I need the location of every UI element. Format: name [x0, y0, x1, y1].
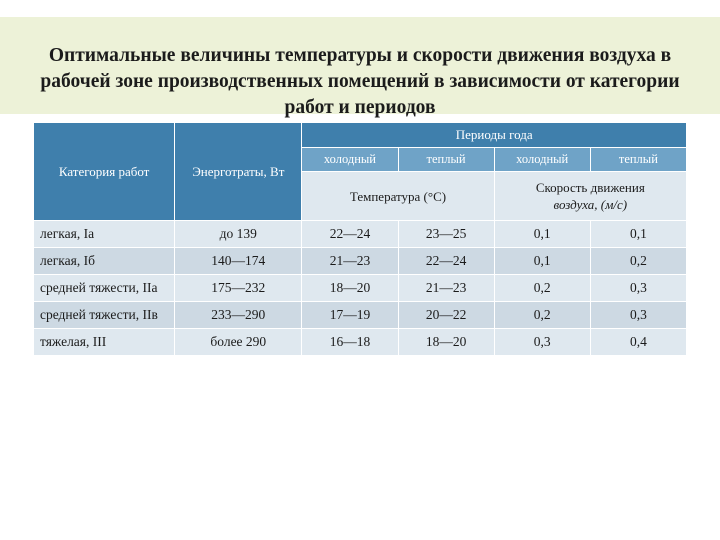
cell-temp-warm: 21—23: [398, 275, 494, 302]
data-table: [33, 122, 687, 356]
data-table-wrapper: [33, 122, 687, 356]
cell-energy: до 139: [175, 221, 302, 248]
title-band: [0, 17, 720, 118]
cell-category: тяжелая, III: [34, 329, 175, 356]
cell-speed-warm: 0,4: [590, 329, 686, 356]
header-cell-category: Категория работ: [34, 123, 175, 221]
header-cell-season-warm-speed: теплый: [590, 148, 686, 172]
cell-speed-cold: 0,1: [494, 248, 590, 275]
cell-speed-cold: 0,2: [494, 275, 590, 302]
cell-speed-warm: 0,2: [590, 248, 686, 275]
table-row: [34, 248, 687, 275]
cell-temp-cold: 16—18: [302, 329, 398, 356]
cell-energy: 233—290: [175, 302, 302, 329]
header-cell-season-warm-temp: теплый: [398, 148, 494, 172]
cell-speed-cold: 0,1: [494, 221, 590, 248]
header-cell-energy: Энерготраты, Вт: [175, 123, 302, 221]
cell-energy: 140—174: [175, 248, 302, 275]
cell-category: легкая, Iб: [34, 248, 175, 275]
cell-speed-cold: 0,3: [494, 329, 590, 356]
page-title: Оптимальные величины температуры и скорости движения воздуха в рабочей зоне производственных помещений в зависимости от категории работ и периодов: [40, 45, 680, 118]
cell-energy: 175—232: [175, 275, 302, 302]
cell-temp-cold: 17—19: [302, 302, 398, 329]
header-cell-temperature: Температура (°С): [302, 172, 494, 221]
cell-energy: более 290: [175, 329, 302, 356]
cell-category: легкая, Iа: [34, 221, 175, 248]
cell-temp-warm: 20—22: [398, 302, 494, 329]
header-cell-periods: Периоды года: [302, 123, 687, 148]
air-speed-units: воздуха, (м/с): [553, 197, 628, 212]
cell-speed-warm: 0,3: [590, 302, 686, 329]
table-header-row-1: [34, 123, 687, 148]
header-cell-air-speed: [494, 172, 686, 221]
table-row: [34, 329, 687, 356]
cell-speed-warm: 0,3: [590, 275, 686, 302]
cell-temp-cold: 22—24: [302, 221, 398, 248]
cell-speed-warm: 0,1: [590, 221, 686, 248]
cell-temp-cold: 21—23: [302, 248, 398, 275]
cell-temp-warm: 18—20: [398, 329, 494, 356]
cell-speed-cold: 0,2: [494, 302, 590, 329]
cell-temp-cold: 18—20: [302, 275, 398, 302]
table-row: [34, 221, 687, 248]
cell-category: средней тяжести, IIв: [34, 302, 175, 329]
table-row: [34, 275, 687, 302]
header-cell-season-cold-temp: холодный: [302, 148, 398, 172]
header-cell-season-cold-speed: холодный: [494, 148, 590, 172]
cell-temp-warm: 23—25: [398, 221, 494, 248]
table-row: [34, 302, 687, 329]
cell-temp-warm: 22—24: [398, 248, 494, 275]
cell-category: средней тяжести, IIа: [34, 275, 175, 302]
air-speed-label: Скорость движения: [535, 180, 645, 195]
